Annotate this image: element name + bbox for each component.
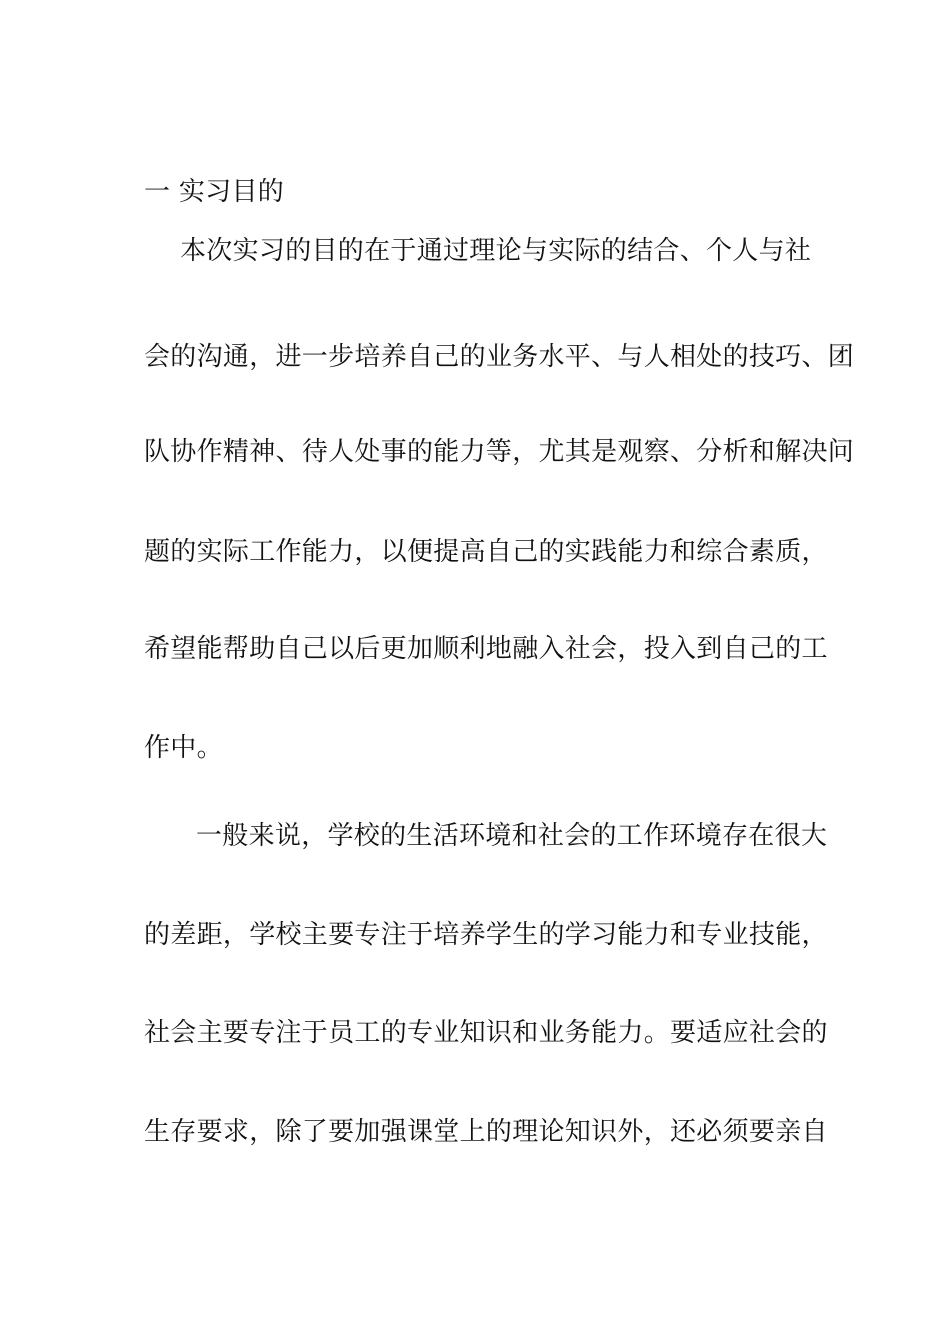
paragraph-1-line-1: 本次实习的目的在于通过理论与实际的结合、个人与社 [180,236,812,266]
paragraph-1-line-4: 题的实际工作能力，以便提高自己的实践能力和综合素质， [144,537,828,567]
paragraph-1-line-6: 作中。 [144,733,223,763]
paragraph-1-line-3: 队协作精神、待人处事的能力等，尤其是观察、分析和解决问 [144,437,855,467]
paragraph-1-line-5: 希望能帮助自己以后更加顺利地融入社会，投入到自己的工 [144,634,828,664]
paragraph-2-line-3: 社会主要专注于员工的专业知识和业务能力。要适应社会的 [144,1018,828,1048]
paragraph-2-line-4: 生存要求，除了要加强课堂上的理论知识外，还必须要亲自 [144,1117,828,1147]
paragraph-2-line-1: 一般来说，学校的生活环境和社会的工作环境存在很大 [196,821,828,851]
paragraph-2-line-2: 的差距，学校主要专注于培养学生的学习能力和专业技能， [144,920,828,950]
paragraph-1-line-2: 会的沟通，进一步培养自己的业务水平、与人相处的技巧、团 [144,342,855,372]
section-heading: 一 实习目的 [144,177,285,207]
